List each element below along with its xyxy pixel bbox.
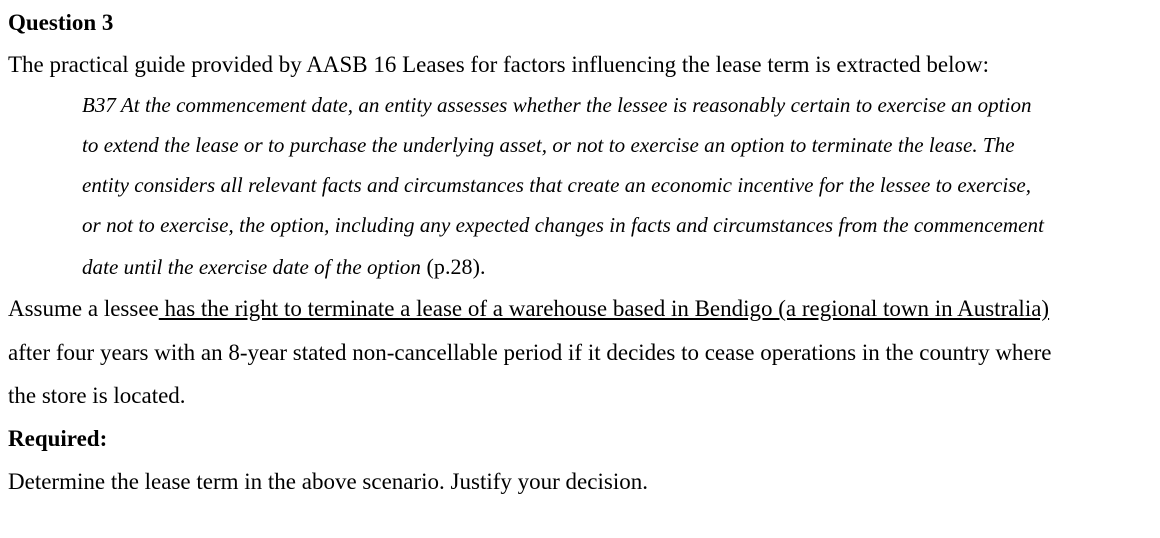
required-heading: Required: [8,426,108,451]
scenario-line: the store is located. [8,383,186,408]
quote-line: or not to exercise, the option, including any expected changes in facts and circumstances from the commencement [82,213,1044,237]
scenario-line: after four years with an 8-year stated non-cancellable period if it decides to cease operations in the country where [8,340,1052,365]
task-text: Determine the lease term in the above scenario. Justify your decision. [8,469,648,494]
quote-line: B37 At the commencement date, an entity assesses whether the lessee is reasonably certain to exercise an option [82,93,1032,117]
scenario-text: Assume a lessee [8,296,159,321]
quote-line: entity considers all relevant facts and circumstances that create an economic incentive for the lessee to exercise, [82,173,1032,197]
question-title: Question 3 [8,10,114,35]
quote-line: to extend the lease or to purchase the underlying asset, or not to exercise an option to terminate the lease. The [82,133,1015,157]
quote-line: date until the exercise date of the option [82,255,421,279]
intro-paragraph: The practical guide provided by AASB 16 Leases for factors influencing the lease term is extracted below: [8,52,990,77]
scenario-line [8,297,1049,320]
scenario-text: has the right to terminate a lease of a warehouse based in Bendigo (a regional town in Australia) [158,296,1050,321]
page-reference: (p.28). [420,254,486,279]
quote-last-line [82,256,486,278]
